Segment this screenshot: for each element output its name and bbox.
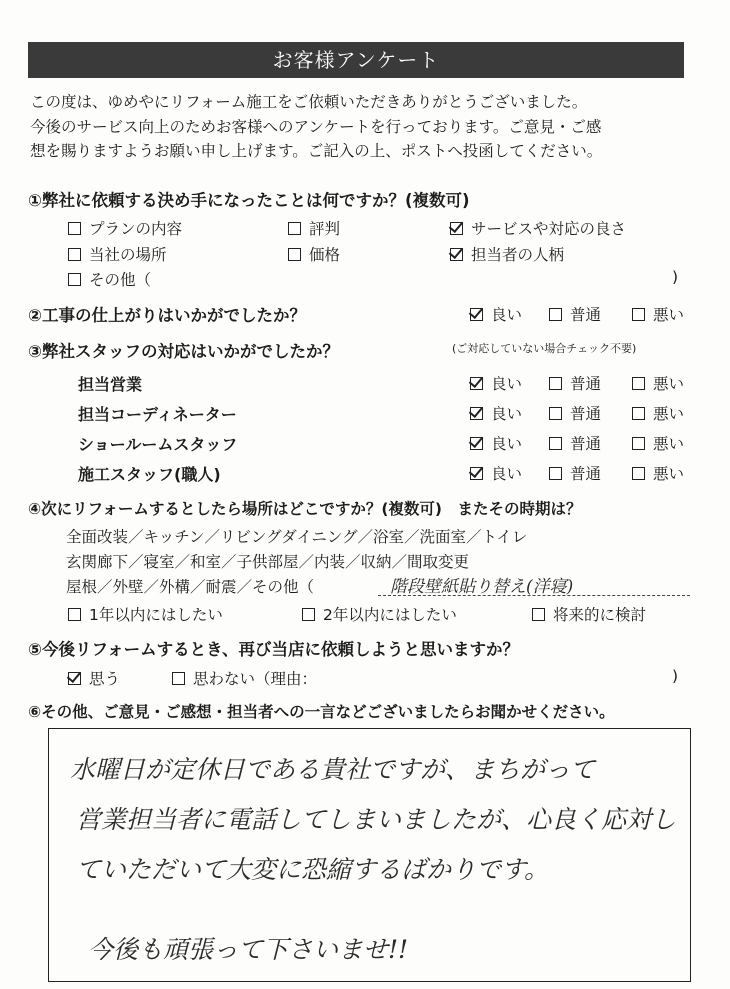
rating-label: 良い: [491, 375, 523, 393]
q3-row1-bad[interactable]: [632, 372, 684, 394]
checkbox[interactable]: [549, 467, 562, 480]
q1-option-service[interactable]: [450, 217, 626, 239]
checkbox-checked[interactable]: [470, 467, 483, 480]
checkbox-checked[interactable]: [470, 377, 483, 390]
q4-other-handwritten: 階段壁紙貼り替え(洋寝): [390, 577, 574, 597]
q4-places-line: 屋根／外壁／外構／耐震／その他（: [66, 578, 315, 596]
rating-label: 普通: [570, 435, 602, 453]
dotted-divider: [378, 595, 690, 596]
intro-text: [30, 90, 690, 164]
q3-row4-good[interactable]: [470, 462, 522, 484]
option-label: 思う: [89, 670, 121, 688]
option-label: サービスや対応の良さ: [471, 220, 627, 238]
checkbox[interactable]: [549, 437, 562, 450]
option-label: 評判: [309, 220, 341, 238]
checkbox[interactable]: [288, 222, 301, 235]
timing-label: 将来的に検討: [553, 606, 647, 624]
q1-option-plan[interactable]: [68, 217, 182, 239]
comment-handwritten-line: ていただいて大変に恐縮するばかりです。: [76, 855, 550, 884]
q3-row2-good[interactable]: [470, 402, 522, 424]
q3-question: ③弊社スタッフの対応はいかがでしたか？: [28, 342, 339, 361]
checkbox[interactable]: [549, 407, 562, 420]
q1-option-staff-personality[interactable]: [450, 243, 564, 265]
checkbox[interactable]: [632, 467, 645, 480]
checkbox-checked[interactable]: [450, 222, 463, 235]
rating-label: 悪い: [653, 435, 685, 453]
q3-row3-bad[interactable]: [632, 432, 684, 454]
option-label: その他（: [89, 271, 152, 289]
intro-line: 今後のサービス向上のためお客様へのアンケートを行っております。ご意見・ご感: [30, 117, 602, 136]
survey-title: お客様アンケート: [28, 42, 684, 78]
rating-label: 普通: [570, 306, 602, 324]
comment-handwritten-line: 水曜日が定休日である貴社ですが、まちがって: [70, 755, 596, 784]
q1-option-location[interactable]: [68, 243, 167, 265]
checkbox[interactable]: [632, 437, 645, 450]
q3-row-label: 担当営業: [78, 375, 143, 394]
timing-label: 2年以内にはしたい: [323, 606, 457, 624]
q1-option-price[interactable]: [288, 243, 340, 265]
q3-row1-average[interactable]: [549, 372, 601, 394]
checkbox[interactable]: [172, 672, 185, 685]
q2-question: ②工事の仕上がりはいかがでしたか？: [28, 306, 306, 325]
intro-line: この度は、ゆめやにリフォーム施工をご依頼いただきありがとうございました。: [30, 93, 588, 111]
rating-label: 悪い: [653, 465, 685, 483]
option-label: 担当者の人柄: [471, 246, 565, 264]
comment-handwritten-line: 営業担当者に電話してしまいましたが、心良く応対し: [76, 805, 677, 834]
q5-question: ⑤今後リフォームするとき、再び当店に依頼しようと思いますか？: [28, 640, 519, 659]
checkbox[interactable]: [549, 308, 562, 321]
timing-label: 1年以内にはしたい: [89, 606, 223, 624]
checkbox[interactable]: [68, 222, 81, 235]
q1-question: ①弊社に依頼する決め手になったことは何ですか？(複数可): [28, 191, 470, 210]
checkbox[interactable]: [549, 377, 562, 390]
q2-rating-bad[interactable]: [632, 303, 684, 325]
q3-row3-good[interactable]: [470, 432, 522, 454]
rating-label: 普通: [570, 375, 602, 393]
q4-timing-1year[interactable]: [68, 603, 223, 625]
q3-row-label: ショールームスタッフ: [78, 435, 238, 454]
rating-label: 普通: [570, 405, 602, 423]
checkbox[interactable]: [302, 608, 315, 621]
checkbox[interactable]: [632, 377, 645, 390]
option-label: 思わない（理由：: [193, 670, 318, 688]
checkbox[interactable]: [632, 407, 645, 420]
q3-row2-bad[interactable]: [632, 402, 684, 424]
option-label: プランの内容: [89, 220, 183, 238]
checkbox[interactable]: [288, 248, 301, 261]
option-label: 当社の場所: [89, 246, 167, 264]
comment-handwritten-line: 今後も頑張って下さいませ!!: [88, 935, 409, 964]
option-label: 価格: [309, 246, 341, 264]
close-paren: ): [672, 667, 679, 685]
q4-places-line: 玄関廊下／寝室／和室／子供部屋／内装／収納／間取変更: [66, 553, 470, 571]
q4-question: ④次にリフォームするとしたら場所はどこですか？(複数可) またその時期は？: [28, 500, 582, 518]
rating-label: 悪い: [653, 375, 685, 393]
q3-row2-average[interactable]: [549, 402, 601, 424]
q5-option-yes[interactable]: [68, 667, 120, 689]
close-paren: ): [672, 268, 679, 286]
q3-row-label: 施工スタッフ(職人): [78, 465, 221, 484]
checkbox-checked[interactable]: [470, 308, 483, 321]
rating-label: 悪い: [653, 306, 685, 324]
q4-timing-2years[interactable]: [302, 603, 457, 625]
rating-label: 普通: [570, 465, 602, 483]
checkbox-checked[interactable]: [470, 437, 483, 450]
checkbox[interactable]: [68, 608, 81, 621]
rating-label: 良い: [491, 306, 523, 324]
checkbox-checked[interactable]: [68, 672, 81, 685]
q5-option-no[interactable]: [172, 667, 317, 689]
rating-label: 良い: [491, 435, 523, 453]
rating-label: 悪い: [653, 405, 685, 423]
checkbox[interactable]: [68, 248, 81, 261]
rating-label: 良い: [491, 465, 523, 483]
q2-rating-average[interactable]: [549, 303, 601, 325]
q1-option-reputation[interactable]: [288, 217, 340, 239]
checkbox[interactable]: [68, 273, 81, 286]
q2-rating-good[interactable]: [470, 303, 522, 325]
q3-note: (ご対応していない場合チェック不要): [452, 342, 637, 355]
q1-option-other[interactable]: [68, 268, 151, 290]
rating-label: 良い: [491, 405, 523, 423]
q4-timing-future[interactable]: [532, 603, 646, 625]
q3-row4-bad[interactable]: [632, 462, 684, 484]
q3-row4-average[interactable]: [549, 462, 601, 484]
q3-row3-average[interactable]: [549, 432, 601, 454]
q6-question: ⑥その他、ご意見・ご感想・担当者への一言などございましたらお聞かせください。: [28, 703, 615, 721]
checkbox-checked[interactable]: [470, 407, 483, 420]
q3-row1-good[interactable]: [470, 372, 522, 394]
checkbox-checked[interactable]: [450, 248, 463, 261]
intro-line: 想を賜りますようお願い申し上げます。ご記入の上、ポストへ投函してください。: [30, 142, 603, 160]
checkbox[interactable]: [632, 308, 645, 321]
q3-row-label: 担当コーディネーター: [78, 405, 237, 424]
q4-places-line: 全面改装／キッチン／リビングダイニング／浴室／洗面室／トイレ: [66, 528, 528, 546]
checkbox[interactable]: [532, 608, 545, 621]
